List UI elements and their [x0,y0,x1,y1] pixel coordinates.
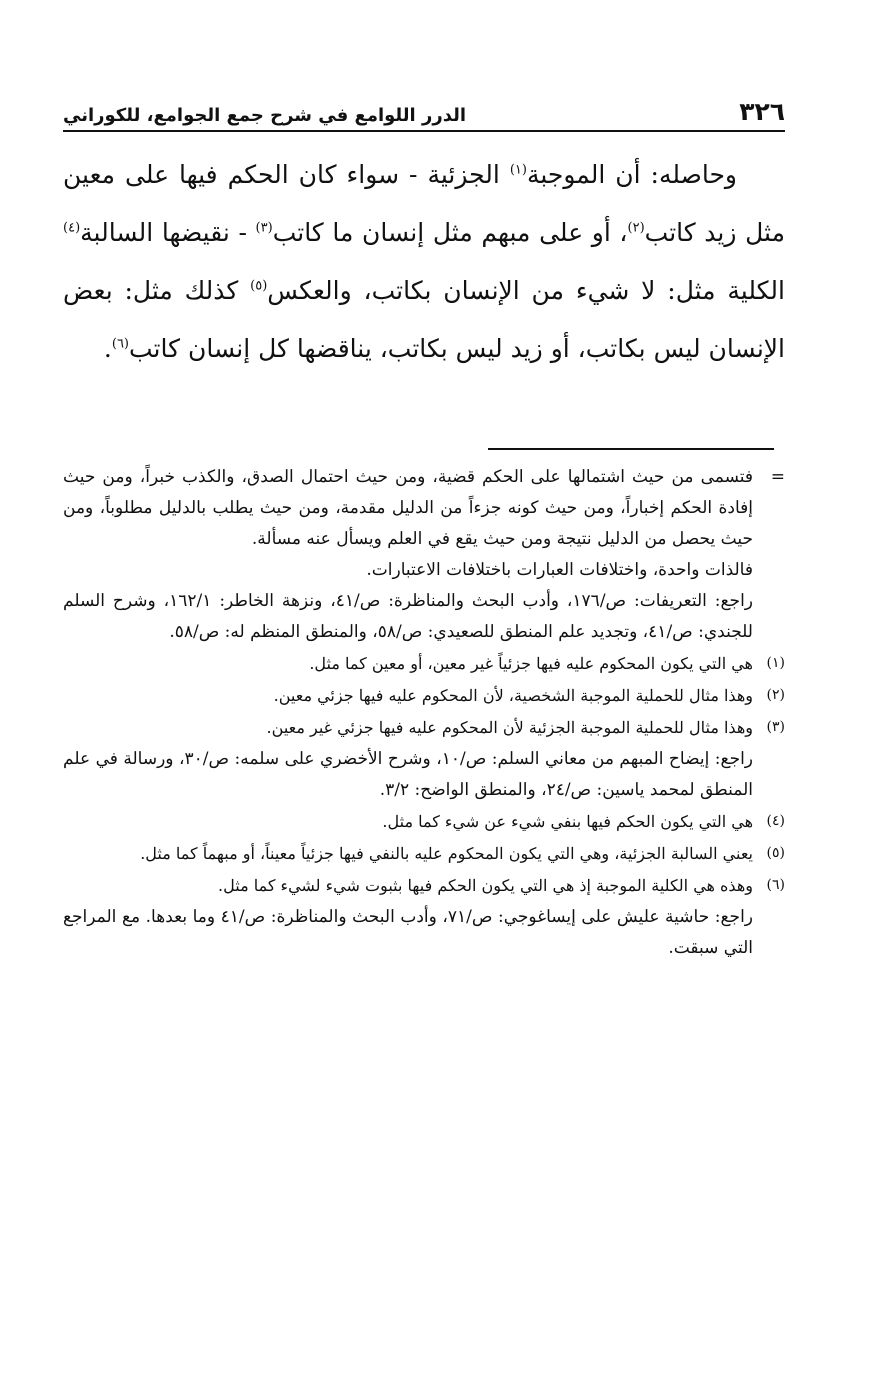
footnote-4 [63,806,785,838]
footnote-number: (٦) [766,877,785,893]
footnote-number: (١) [766,655,785,671]
main-paragraph [63,146,785,378]
page-number: ٣٢٦ [739,97,785,126]
footnote-number: (٥) [766,845,785,861]
footnote-text: يعني السالبة الجزئية، وهي التي يكون المحكوم عليه بالنفي فيها جزئياً معيناً، أو مبهماً كما مثل. [140,844,753,863]
footnote-3 [63,712,785,744]
footnote-1 [63,648,785,680]
references-b: راجع: إيضاح المبهم من معاني السلم: ص/١٠، وشرح الأخضري على سلمه: ص/٣٠، ورسالة في علم المنطق لمحمد ياسين: ص/٢٤، والمنطق الواضح: ٣/٢. [63,749,754,800]
continuation-mark: = [770,467,785,487]
footnote-ref: (٦) [111,336,129,352]
essence-line: فالذات واحدة، واختلافات العبارات باختلافات الاعتبارات. [366,560,753,580]
footnote-text: وهذه هي الكلية الموجبة إذ هي التي يكون الحكم فيها بثبوت شيء لشيء كما مثل. [218,876,753,895]
footnote-number: (٢) [766,687,785,703]
main-text-segment: الجزئية - سواء كان الحكم فيها على معين مثل زيد كاتب [63,160,785,247]
footnote-ref: (١) [509,162,527,178]
header-rule [63,130,785,132]
page-header [63,92,785,126]
footnote-continuation [63,462,785,555]
main-text [63,146,785,378]
footnote-text: وهذا مثال للحملية الموجبة الجزئية لأن المحكوم عليه فيها جزئي غير معين. [266,718,753,737]
continuation-text: فتسمى من حيث اشتمالها على الحكم قضية، ومن حيث احتمال الصدق، والكذب خبراً، ومن حيث إفادة الحكم إخباراً، ومن حيث كونه جزءاً من الدليل مقدمة، ومن حيث يطلب بالدليل مطلوباً، ومن حيث يحصل من الدليل نتيجة ومن حيث يقع في العلم ويسأل عنه مسألة. [63,467,753,549]
footnote-separator [488,448,774,450]
footnote-2 [63,680,785,712]
main-text-segment: - نقيضها السالبة [80,218,256,247]
main-text-segment: ، أو على مبهم مثل إنسان ما كاتب [272,218,628,247]
main-text-segment: كذلك مثل: بعض الإنسان ليس بكاتب، أو زيد ليس بكاتب، يناقضها كل إنسان كاتب [63,276,785,363]
main-text-segment: وحاصله: أن الموجبة [526,160,738,189]
footnote-number: (٣) [766,719,785,735]
references-a: راجع: التعريفات: ص/١٧٦، وأدب البحث والمناظرة: ص/٤١، ونزهة الخاطر: ١٦٢/١، وشرح السلم للجندي: ص/٤١، وتجديد علم المنطق للصعيدي: ص/٥٨، والمنطق المنظم له: ص/٥٨. [63,591,754,642]
footnotes [63,462,785,964]
main-text-segment: . [103,334,112,363]
footnote-text: هي التي يكون الحكم فيها بنفي شيء عن شيء كما مثل. [382,812,753,831]
footnote-ref: (٥) [250,278,268,294]
footnote-text: وهذا مثال للحملية الموجبة الشخصية، لأن المحكوم عليه فيها جزئي معين. [273,686,753,705]
main-text-segment: الكلية مثل: لا شيء من الإنسان بكاتب، والعكس [267,276,785,305]
footnote-text: هي التي يكون المحكوم عليه فيها جزئياً غير معين، أو معين كما مثل. [309,654,753,673]
footnote-ref: (٢) [627,220,645,236]
footnote-number: (٤) [766,813,785,829]
running-title: الدرر اللوامع في شرح جمع الجوامع، للكوراني [63,105,467,126]
footnote-5 [63,838,785,870]
footnote-ref: (٤) [63,220,81,236]
footnote-ref: (٣) [255,220,273,236]
footnote-6 [63,870,785,902]
references-c: راجع: حاشية عليش على إيساغوجي: ص/٧١، وأدب البحث والمناظرة: ص/٤١ وما بعدها. مع المراجع التي سبقت. [63,907,753,958]
